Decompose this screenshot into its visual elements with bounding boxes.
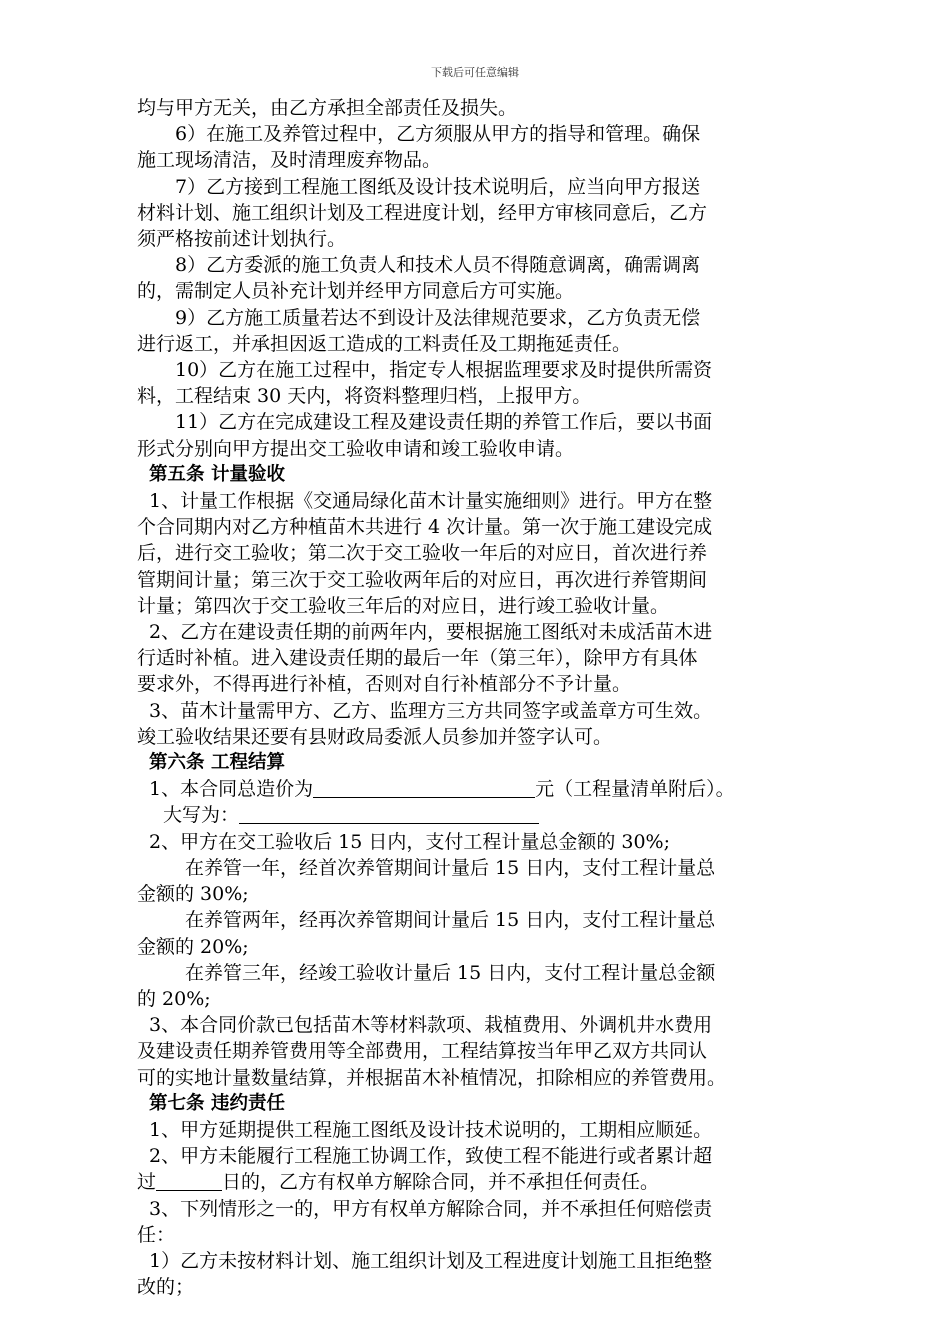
text-line: 的，需制定人员补充计划并经甲方同意后方可实施。 xyxy=(137,280,575,303)
text-line: 形式分别向甲方提出交工验收申请和竣工验收申请。 xyxy=(137,437,575,460)
text-line xyxy=(137,1169,823,1195)
text-line: 可的实地计量数量结算，并根据苗木补植情况，扣除相应的养管费用。 xyxy=(137,1066,727,1089)
text-fragment: 元（工程量清单附后）。 xyxy=(535,778,735,801)
text-line: 9）乙方施工质量若达不到设计及法律规范要求，乙方负责无偿 xyxy=(175,306,701,329)
text-line: 料，工程结束 30 天内，将资料整理归档，上报甲方。 xyxy=(137,385,592,408)
text-line: 金额的 30%; xyxy=(137,883,249,906)
section-heading: 第五条 计量验收 xyxy=(149,463,285,485)
text-line: 在养管三年，经竣工验收计量后 15 日内，支付工程计量总金额 xyxy=(185,961,716,984)
text-line: 2、甲方在交工验收后 15 日内，支付工程计量总金额的 30%; xyxy=(149,830,671,853)
section-heading: 第七条 违约责任 xyxy=(149,1092,285,1114)
section-heading: 第六条 工程结算 xyxy=(149,752,285,774)
text-line: 在养管一年，经首次养管期间计量后 15 日内，支付工程计量总 xyxy=(185,856,716,879)
page-header: 下载后可任意编辑 xyxy=(431,66,519,79)
text-line: 7）乙方接到工程施工图纸及设计技术说明后，应当向甲方报送 xyxy=(175,175,701,198)
text-fragment: 1、本合同总造价为 xyxy=(149,778,314,801)
text-line: 的 20%; xyxy=(137,987,211,1010)
days-blank xyxy=(156,1170,222,1191)
text-line: 2、乙方在建设责任期的前两年内，要根据施工图纸对未成活苗木进 xyxy=(149,621,713,644)
text-line: 3、本合同价款已包括苗木等材料款项、栽植费用、外调机井水费用 xyxy=(149,1014,713,1037)
text-line: 后，进行交工验收；第二次于交工验收一年后的对应日，首次进行养 xyxy=(137,542,708,565)
text-fragment: 过 xyxy=(137,1171,157,1194)
text-line: 10）乙方在施工过程中，指定专人根据监理要求及时提供所需资 xyxy=(175,359,713,382)
text-line: 行适时补植。进入建设责任期的最后一年（第三年），除甲方有具体 xyxy=(137,647,698,670)
text-fragment: 大写为： xyxy=(163,804,240,827)
text-line: 3、下列情形之一的，甲方有权单方解除合同，并不承担任何赔偿责 xyxy=(149,1197,713,1220)
text-line: 改的； xyxy=(137,1276,195,1299)
total-price-blank xyxy=(313,777,535,798)
text-line: 1、计量工作根据《交通局绿化苗木计量实施细则》进行。甲方在整 xyxy=(149,490,713,513)
text-line xyxy=(137,802,823,828)
text-line: 须严格按前述计划执行。 xyxy=(137,228,347,251)
text-line: 2、甲方未能履行工程施工协调工作，致使工程不能进行或者累计超 xyxy=(149,1145,713,1168)
text-line: 竣工验收结果还要有县财政局委派人员参加并签字认可。 xyxy=(137,725,613,748)
text-line: 及建设责任期养管费用等全部费用，工程结算按当年甲乙双方共同认 xyxy=(137,1040,708,1063)
text-line: 1、甲方延期提供工程施工图纸及设计技术说明的，工期相应顺延。 xyxy=(149,1118,713,1141)
text-line: 施工现场清洁，及时清理废弃物品。 xyxy=(137,149,442,172)
text-line: 金额的 20%; xyxy=(137,935,249,958)
text-line xyxy=(137,776,823,802)
text-line: 11）乙方在完成建设工程及建设责任期的养管工作后，要以书面 xyxy=(175,411,713,434)
text-line: 8）乙方委派的施工负责人和技术人员不得随意调离，确需调离 xyxy=(175,254,701,277)
text-line: 管期间计量；第三次于交工验收两年后的对应日，再次进行养管期间 xyxy=(137,568,708,591)
text-line: 均与甲方无关，由乙方承担全部责任及损失。 xyxy=(137,97,518,119)
text-line: 个合同期内对乙方种植苗木共进行 4 次计量。第一次于施工建设完成 xyxy=(137,516,713,539)
text-line: 进行返工，并承担因返工造成的工料责任及工期拖延责任。 xyxy=(137,332,632,355)
text-fragment: 日的，乙方有权单方解除合同，并不承担任何责任。 xyxy=(222,1171,660,1194)
document-body xyxy=(137,95,823,1300)
amount-in-words-blank xyxy=(239,803,539,824)
text-line: 计量；第四次于交工验收三年后的对应日，进行竣工验收计量。 xyxy=(137,594,670,617)
text-line: 在养管两年，经再次养管期间计量后 15 日内，支付工程计量总 xyxy=(185,909,716,932)
text-line: 任： xyxy=(137,1223,176,1246)
text-line: 6）在施工及养管过程中，乙方须服从甲方的指导和管理。确保 xyxy=(175,123,701,146)
text-line: 3、苗木计量需甲方、乙方、监理方三方共同签字或盖章方可生效。 xyxy=(149,699,713,722)
text-line: 要求外，不得再进行补植，否则对自行补植部分不予计量。 xyxy=(137,673,632,696)
text-line: 材料计划、施工组织计划及工程进度计划，经甲方审核同意后，乙方 xyxy=(137,201,708,224)
text-line: 1）乙方未按材料计划、施工组织计划及工程进度计划施工且拒绝整 xyxy=(149,1249,713,1272)
